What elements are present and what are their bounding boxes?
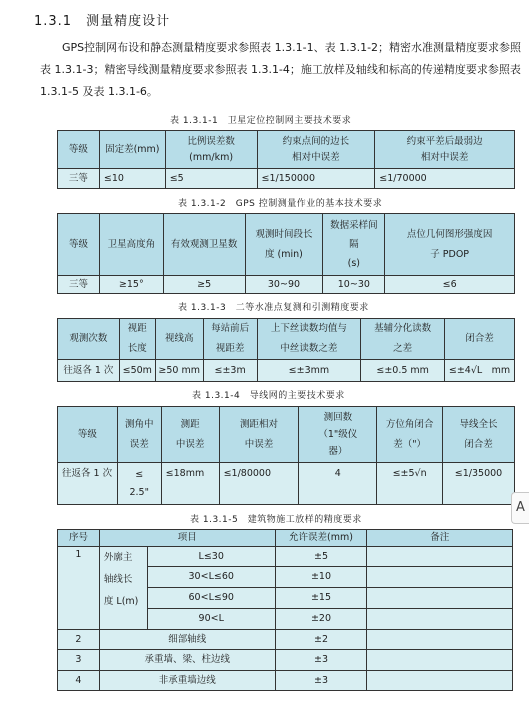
table4-header-row: [58, 407, 515, 463]
table1-header-cell: 固定差(mm): [99, 131, 165, 169]
table2-cell: 10~30: [323, 276, 385, 294]
table3-cell: 往返各 1 次: [58, 360, 120, 382]
table2-cell: ≤6: [385, 276, 515, 294]
table3-header-cell: 视线高: [155, 319, 203, 360]
table3-cell: ≤±3mm: [257, 360, 361, 382]
table1-cell: ≤1/150000: [257, 169, 375, 189]
table-row: [58, 360, 515, 382]
table5-cell: L≤30: [147, 547, 275, 567]
table5-header-row: [58, 530, 513, 547]
table4-cell: ≤18mm: [161, 463, 219, 505]
table3-header-cell: 闭合差: [445, 319, 515, 360]
table5-cell: [367, 547, 513, 567]
table5-cell: [367, 650, 513, 671]
letter-a-icon[interactable]: A: [511, 492, 529, 524]
table5-cell: [367, 609, 513, 630]
table4-header-cell: 测回数 （1"级仪 器）: [299, 407, 377, 463]
table1-cell: 三等: [58, 169, 100, 189]
table5-cell: 承重墙、梁、柱边线: [99, 650, 275, 671]
table3-cell: ≤±4√L mm: [445, 360, 515, 382]
table3-caption: 表 1.3.1-3 二等水准点复测和引测精度要求: [178, 303, 369, 313]
table-row: [58, 671, 513, 691]
table5-cell: [367, 630, 513, 650]
table2-header-cell: 等级: [58, 214, 100, 276]
table3: [57, 318, 515, 382]
table5-header-cell: 项目: [99, 530, 275, 547]
table5-cell: 1: [58, 547, 100, 630]
table5-group-label: 外廓主 轴线长 度 L(m): [99, 547, 147, 630]
table4-header-cell: 导线全长 闭合差: [443, 407, 515, 463]
table2-header-cell: 有效观测卫星数: [163, 214, 245, 276]
table2-cell: 三等: [58, 276, 100, 294]
table4-cell: ≤ 2.5": [117, 463, 161, 505]
table1-caption: 表 1.3.1-1 卫星定位控制网主要技术要求: [170, 116, 352, 126]
table5-cell: [367, 671, 513, 691]
table2-cell: 30~90: [245, 276, 323, 294]
table2-header-cell: 卫星高度角: [99, 214, 163, 276]
table3-header-cell: 观测次数: [58, 319, 120, 360]
table5-cell: ±15: [275, 588, 367, 609]
table-row: [58, 547, 513, 567]
table5-cell: 30<L≤60: [147, 567, 275, 588]
table-row: [58, 630, 513, 650]
table1-cell: ≤5: [165, 169, 257, 189]
table5: [57, 529, 513, 691]
table5-cell: ±3: [275, 671, 367, 691]
table2-header-row: [58, 214, 515, 276]
table2-header-cell: 数据采样间 隔 (s): [323, 214, 385, 276]
table4-header-cell: 等级: [58, 407, 118, 463]
table3-cell: ≤±3m: [203, 360, 257, 382]
table5-cell: 60<L≤90: [147, 588, 275, 609]
table2-caption: 表 1.3.1-2 GPS 控制测量作业的基本技术要求: [178, 199, 383, 209]
table5-cell: 非承重墙边线: [99, 671, 275, 691]
table5-header-cell: 序号: [58, 530, 100, 547]
table3-header-row: [58, 319, 515, 360]
table5-cell: 3: [58, 650, 100, 671]
table-row: [58, 463, 515, 505]
table4-cell: ≤±5√n: [377, 463, 443, 505]
table5-cell: [367, 567, 513, 588]
table5-cell: ±20: [275, 609, 367, 630]
table4-cell: ≤1/35000: [443, 463, 515, 505]
table3-cell: ≥50 mm: [155, 360, 203, 382]
table1-cell: ≤1/70000: [375, 169, 515, 189]
table1-header-cell: 等级: [58, 131, 100, 169]
table5-cell: 90<L: [147, 609, 275, 630]
table5-cell: ±3: [275, 650, 367, 671]
table5-cell: ±2: [275, 630, 367, 650]
section-title: 测量精度设计: [86, 14, 171, 29]
table4: [57, 406, 515, 505]
table4-header-cell: 方位角闭合 差（"）: [377, 407, 443, 463]
table5-header-cell: 备注: [367, 530, 513, 547]
table4-cell: 往返各 1 次: [58, 463, 118, 505]
table2-header-cell: 点位几何图形强度因 子 PDOP: [385, 214, 515, 276]
table3-header-cell: 视距 长度: [119, 319, 155, 360]
table2-cell: ≥5: [163, 276, 245, 294]
table1-cell: ≤10: [99, 169, 165, 189]
table5-header-cell: 允许误差(mm): [275, 530, 367, 547]
table2-header-cell: 观测时间段长 度 (min): [245, 214, 323, 276]
section-heading: [34, 10, 184, 29]
table5-cell: 4: [58, 671, 100, 691]
table4-cell: 4: [299, 463, 377, 505]
table2-cell: ≥15°: [99, 276, 163, 294]
table2: [57, 213, 515, 294]
table4-caption: 表 1.3.1-4 导线网的主要技术要求: [192, 391, 345, 401]
table3-header-cell: 基辅分化读数 之差: [361, 319, 445, 360]
table4-header-cell: 测角中 误差: [117, 407, 161, 463]
table3-cell: ≤±0.5 mm: [361, 360, 445, 382]
table1-header-cell: 约束平差后最弱边 相对中误差: [375, 131, 515, 169]
table5-caption: 表 1.3.1-5 建筑物施工放样的精度要求: [190, 515, 362, 525]
table4-cell: ≤1/80000: [219, 463, 299, 505]
table5-cell: ±5: [275, 547, 367, 567]
table1: [57, 130, 515, 189]
table3-header-cell: 每站前后 视距差: [203, 319, 257, 360]
table1-header-row: [58, 131, 515, 169]
intro-paragraph: GPS控制网布设和静态测量精度要求参照表 1.3.1-1、表 1.3.1-2；精密水准测量精度要求参照表 1.3.1-3；精密导线测量精度要求参照表 1.3.1-4；施工放样及轴线和标高的传递精度要求参照表 1.3.1-5 及表 1.3.1-6。: [40, 41, 522, 98]
table5-cell: ±10: [275, 567, 367, 588]
table4-header-cell: 测距 中误差: [161, 407, 219, 463]
table5-cell: [367, 588, 513, 609]
table1-header-cell: 约束点间的边长 相对中误差: [257, 131, 375, 169]
table1-header-cell: 比例误差数 (mm/km): [165, 131, 257, 169]
table-row: [58, 276, 515, 294]
table3-header-cell: 上下丝读数均值与 中丝读数之差: [257, 319, 361, 360]
table5-cell: 细部轴线: [99, 630, 275, 650]
table-row: [58, 169, 515, 189]
table3-cell: ≤50m: [119, 360, 155, 382]
table4-header-cell: 测距相对 中误差: [219, 407, 299, 463]
table-row: [58, 650, 513, 671]
section-number: 1.3.1: [34, 14, 73, 29]
table5-cell: 2: [58, 630, 100, 650]
